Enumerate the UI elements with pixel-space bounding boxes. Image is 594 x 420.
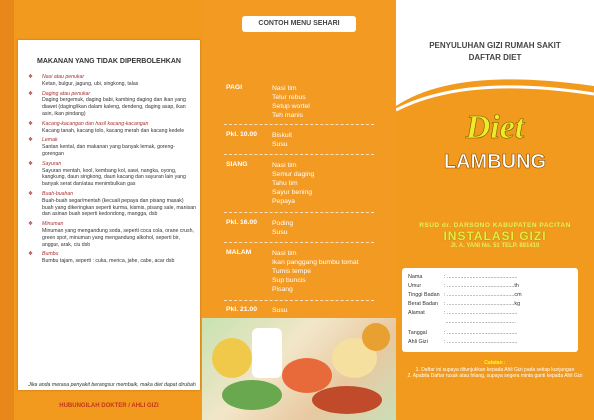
item-text: Sayuran mentah, kool, kembang kol, sawi, nangka, oyong, kangkung, daun singkong, daun kacang dan sayuran lain yang banyak serat dan/atau menimbulkan gas xyxy=(42,167,186,188)
note-1: 1. Daftar ini supaya ditunjukkan kepada Ahli Gizi pada setiap kunjungan xyxy=(415,366,575,373)
cover-header xyxy=(396,40,594,64)
item-text: Minuman yang mengandung soda, seperti coca cola, orane crush, green spot, minuman yang mengandung alkohol, seperti bir, anggur, arak, ciu dsb xyxy=(42,227,194,248)
forbidden-foods-list xyxy=(28,74,196,268)
item-text: Ketan, bulgur, jagung, ubi, singkong, talas xyxy=(42,80,139,87)
list-item xyxy=(28,161,196,188)
item-title: Bumbu xyxy=(42,251,59,258)
list-item xyxy=(28,251,196,265)
form-row-alamat-2[interactable]: ............................................... xyxy=(444,319,516,325)
contact-callout: HUBUNGILAH DOKTER / AHLI GIZI xyxy=(59,403,159,409)
item-title: Sayuran xyxy=(42,160,62,167)
meal-time: Pkl. 10.00 xyxy=(226,131,257,138)
list-item xyxy=(28,137,196,157)
item-title: Minuman xyxy=(42,221,64,228)
meal-time: PAGI xyxy=(226,84,243,91)
meal-items xyxy=(272,131,382,149)
meal-time: SIANG xyxy=(226,161,248,168)
meal-item: Setup wortel xyxy=(272,103,310,110)
list-item xyxy=(28,91,196,118)
meal-items xyxy=(272,84,382,120)
footnote: Jika anda merasa penyakit berangsur membaik, maka diet dapat dirubah xyxy=(28,382,196,388)
menu-title-tab: CONTOH MENU SEHARI xyxy=(242,16,356,32)
food-shape xyxy=(282,358,332,393)
form-row-umur[interactable]: Umur : .............................................th xyxy=(408,283,519,289)
divider xyxy=(224,242,374,243)
diamond-bullet-icon: ❖ xyxy=(28,221,33,228)
item-text: Kacang tanah, kacang tolo, kacang merah dan kacang kedele xyxy=(42,127,185,134)
list-item xyxy=(28,121,196,135)
meal-item: Nasi tim xyxy=(272,250,297,257)
meal-time: Pkl. 21.00 xyxy=(226,306,257,313)
meal-item: Sayur bening xyxy=(272,189,313,196)
diamond-bullet-icon: ❖ xyxy=(28,251,33,258)
divider xyxy=(224,300,374,301)
form-row-berat[interactable]: Berat Badan : .............................................kg xyxy=(408,301,521,307)
item-title: Buah-buahan xyxy=(42,190,74,197)
form-row-ahli-gizi[interactable]: Ahli Gizi : ............................................... xyxy=(408,339,518,345)
item-text: Buah-buah segar/mentah (kecuali pepaya dan pisang masak) buah yang dikeringkan seperti kurma, kismis, pisang sale, manisan dan asinan buah seperti kedondong, mangga, dsb xyxy=(42,197,196,218)
food-shape xyxy=(312,386,382,414)
fruit-shape xyxy=(362,323,390,351)
meal-item: Nasi tim xyxy=(272,162,297,169)
meal-items xyxy=(272,161,382,206)
meal-item: Pepaya xyxy=(272,198,296,205)
header-line-1: PENYULUHAN GIZI RUMAH SAKIT xyxy=(429,41,561,50)
meal-items xyxy=(272,306,382,315)
item-text: Bumbu tajam, seperti : cuka, merica, jahe, cabe, acar dsb xyxy=(42,258,175,265)
meal-item: Sup buncis xyxy=(272,277,306,284)
diamond-bullet-icon: ❖ xyxy=(28,137,33,144)
meal-item: Ikan panggang bumbu tomat xyxy=(272,259,359,266)
form-row-nama[interactable]: Nama : ............................................... xyxy=(408,274,518,280)
diamond-bullet-icon: ❖ xyxy=(28,90,33,97)
meal-item: Nasi tim xyxy=(272,85,297,92)
list-item xyxy=(28,221,196,248)
diamond-bullet-icon: ❖ xyxy=(28,120,33,127)
meal-item: Tumis tempe xyxy=(272,268,312,275)
divider xyxy=(224,124,374,125)
unit-name: INSTALASI GIZI xyxy=(443,229,547,243)
vegetable-shape xyxy=(222,380,282,410)
svg-text:Diet: Diet xyxy=(465,109,525,146)
item-title: Nasi atau penukar xyxy=(42,74,85,80)
meal-time: MALAM xyxy=(226,249,252,256)
meal-item: Telur rebus xyxy=(272,94,306,101)
diamond-bullet-icon: ❖ xyxy=(28,190,33,197)
right-panel xyxy=(396,0,594,420)
patient-form xyxy=(402,268,578,352)
address: Jl. A. YANI No. 51 TELP. 881410 xyxy=(450,243,540,249)
meal-item: Teh manis xyxy=(272,112,303,119)
meal-item: Susu xyxy=(272,229,288,236)
meal-item: Tahu tim xyxy=(272,180,298,187)
item-title: Daging atau penukar xyxy=(42,90,91,97)
item-title: Kacang-kacangan dan hasil kacang-kacangan xyxy=(42,120,149,127)
meal-time: Pkl. 16.00 xyxy=(226,219,257,226)
diamond-bullet-icon: ❖ xyxy=(28,160,33,167)
food-photo xyxy=(202,318,396,420)
header-line-2: DAFTAR DIET xyxy=(468,53,522,62)
item-text: Santan kental, dan makanan yang banyak lemak, goreng-gorengan xyxy=(42,144,175,157)
divider xyxy=(224,212,374,213)
notes xyxy=(396,360,594,380)
meal-item: Biskuit xyxy=(272,132,293,139)
form-row-alamat[interactable]: Alamat : ............................................... xyxy=(408,310,518,316)
meal-item: Susu xyxy=(272,307,288,314)
meal-item: Pisang xyxy=(272,286,293,293)
meal-item: Semur daging xyxy=(272,171,315,178)
diamond-bullet-icon: ❖ xyxy=(28,74,33,80)
note-2: 2. Apabila Daftar rusak atau hilang, supaya segera minta ganti kepada Ahli Gizi xyxy=(407,373,583,379)
left-stripe xyxy=(0,0,14,420)
food-shape xyxy=(212,338,252,378)
hospital-name: RSUD dr. DARSONO KABUPATEN PACITAN xyxy=(419,222,571,229)
divider xyxy=(224,154,374,155)
diet-lambung-logo xyxy=(396,90,594,210)
middle-panel xyxy=(202,0,396,420)
item-title: Lemak xyxy=(42,137,58,144)
forbidden-foods-card xyxy=(18,40,200,409)
svg-text:LAMBUNG: LAMBUNG xyxy=(443,151,547,173)
list-item xyxy=(28,191,196,218)
meal-item: Poding xyxy=(272,220,294,227)
institution-block xyxy=(396,222,594,249)
notes-title: Catatan : xyxy=(484,360,506,366)
milk-glass-shape xyxy=(252,328,282,378)
left-panel xyxy=(0,0,202,420)
meal-items xyxy=(272,249,382,294)
meal-items xyxy=(272,219,382,237)
item-text: Daging bergemuk, daging babi, kambing daging dan ikan yang diawet (daging/ikan dalam kaleng, dendeng, daging asap, ikan asin, ikan pindang) xyxy=(42,97,186,117)
form-row-tanggal[interactable]: Tanggal : ............................................... xyxy=(408,330,518,336)
list-item xyxy=(28,74,196,88)
forbidden-foods-title: MAKANAN YANG TIDAK DIPERBOLEHKAN xyxy=(37,58,181,65)
form-row-tinggi[interactable]: Tinggi Badan : .............................................cm xyxy=(408,292,522,298)
meal-item: Susu xyxy=(272,141,288,148)
